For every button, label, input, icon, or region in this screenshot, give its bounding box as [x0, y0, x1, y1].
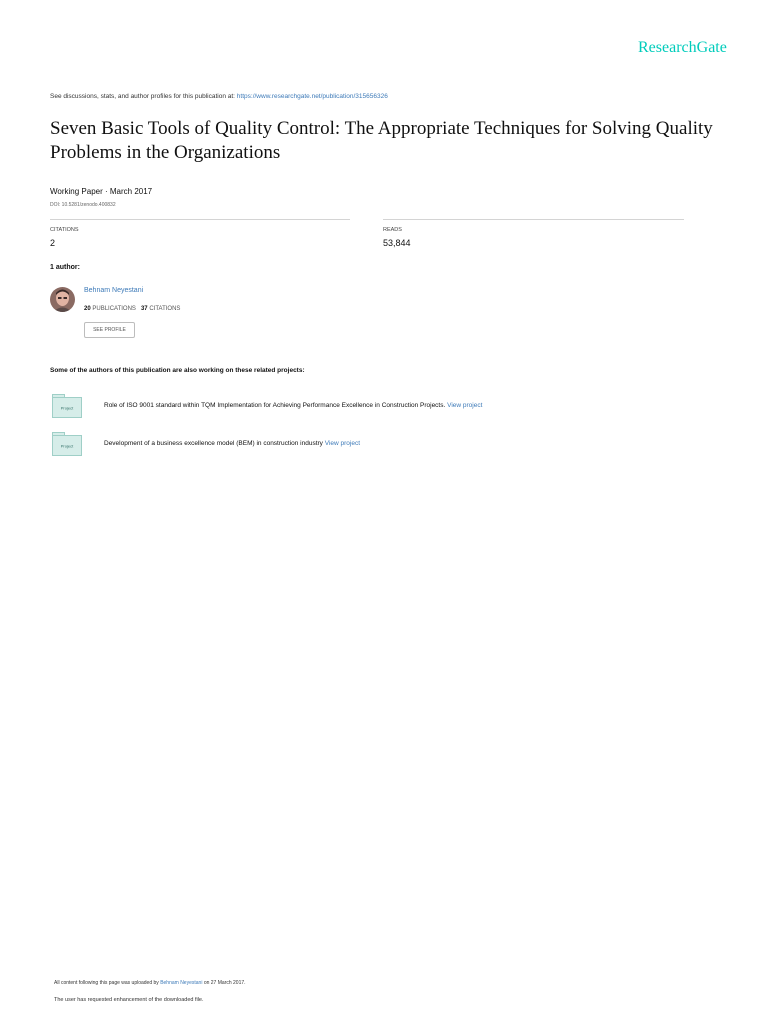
publication-url-link[interactable]: https://www.researchgate.net/publication/315656326 [236, 93, 388, 100]
enhancement-note: The user has requested enhancement of the downloaded file. [54, 997, 204, 1003]
citations-value: 2 [50, 238, 56, 248]
project-folder-icon[interactable] [52, 394, 82, 418]
project-item [104, 440, 360, 447]
reads-value: 53,844 [383, 238, 411, 248]
researchgate-logo[interactable]: ResearchGate [638, 39, 727, 56]
project-title: Development of a business excellence model (BEM) in construction industry [104, 440, 323, 447]
citations-label: CITATIONS [50, 227, 79, 233]
related-projects-heading: Some of the authors of this publication are also working on these related projects: [50, 367, 305, 374]
view-project-link[interactable]: View project [447, 402, 483, 409]
project-item [104, 402, 482, 409]
author-citations-count: 37 [140, 306, 148, 312]
discussion-line [50, 93, 388, 100]
author-citations-label: CITATIONS [149, 306, 181, 312]
upload-suffix: on 27 March 2017. [202, 980, 246, 986]
author-publications-label: PUBLICATIONS [92, 306, 136, 312]
author-avatar[interactable] [50, 287, 75, 312]
author-count-label: 1 author: [50, 264, 80, 271]
folder-icon [52, 394, 82, 418]
author-publications-count: 20 [84, 306, 91, 312]
project-icon-label: Project [60, 443, 74, 449]
author-photo-icon [50, 287, 75, 312]
divider-right [383, 219, 684, 220]
divider-left [50, 219, 350, 220]
author-name-link[interactable]: Behnam Neyestani [84, 287, 144, 294]
folder-icon [52, 432, 82, 456]
project-title: Role of ISO 9001 standard within TQM Implementation for Achieving Performance Excellence in Construction Projects. [104, 402, 446, 409]
upload-info [54, 980, 246, 986]
view-project-link[interactable]: View project [324, 440, 361, 447]
project-folder-icon[interactable] [52, 432, 82, 456]
reads-label: READS [383, 227, 402, 233]
publication-type-date: Working Paper · March 2017 [50, 187, 153, 196]
author-stats [84, 306, 180, 312]
upload-prefix: All content following this page was uploaded by [54, 980, 161, 986]
see-profile-button[interactable]: SEE PROFILE [84, 322, 135, 338]
discussion-text: See discussions, stats, and author profiles for this publication at: [50, 93, 237, 100]
publication-title: Seven Basic Tools of Quality Control: The Appropriate Techniques for Solving Quality Problems in the Organizations [50, 118, 713, 163]
publication-doi: DOI: 10.5281/zenodo.400832 [50, 202, 116, 208]
uploader-link[interactable]: Behnam Neyestani [160, 980, 203, 986]
project-icon-label: Project [60, 405, 74, 411]
